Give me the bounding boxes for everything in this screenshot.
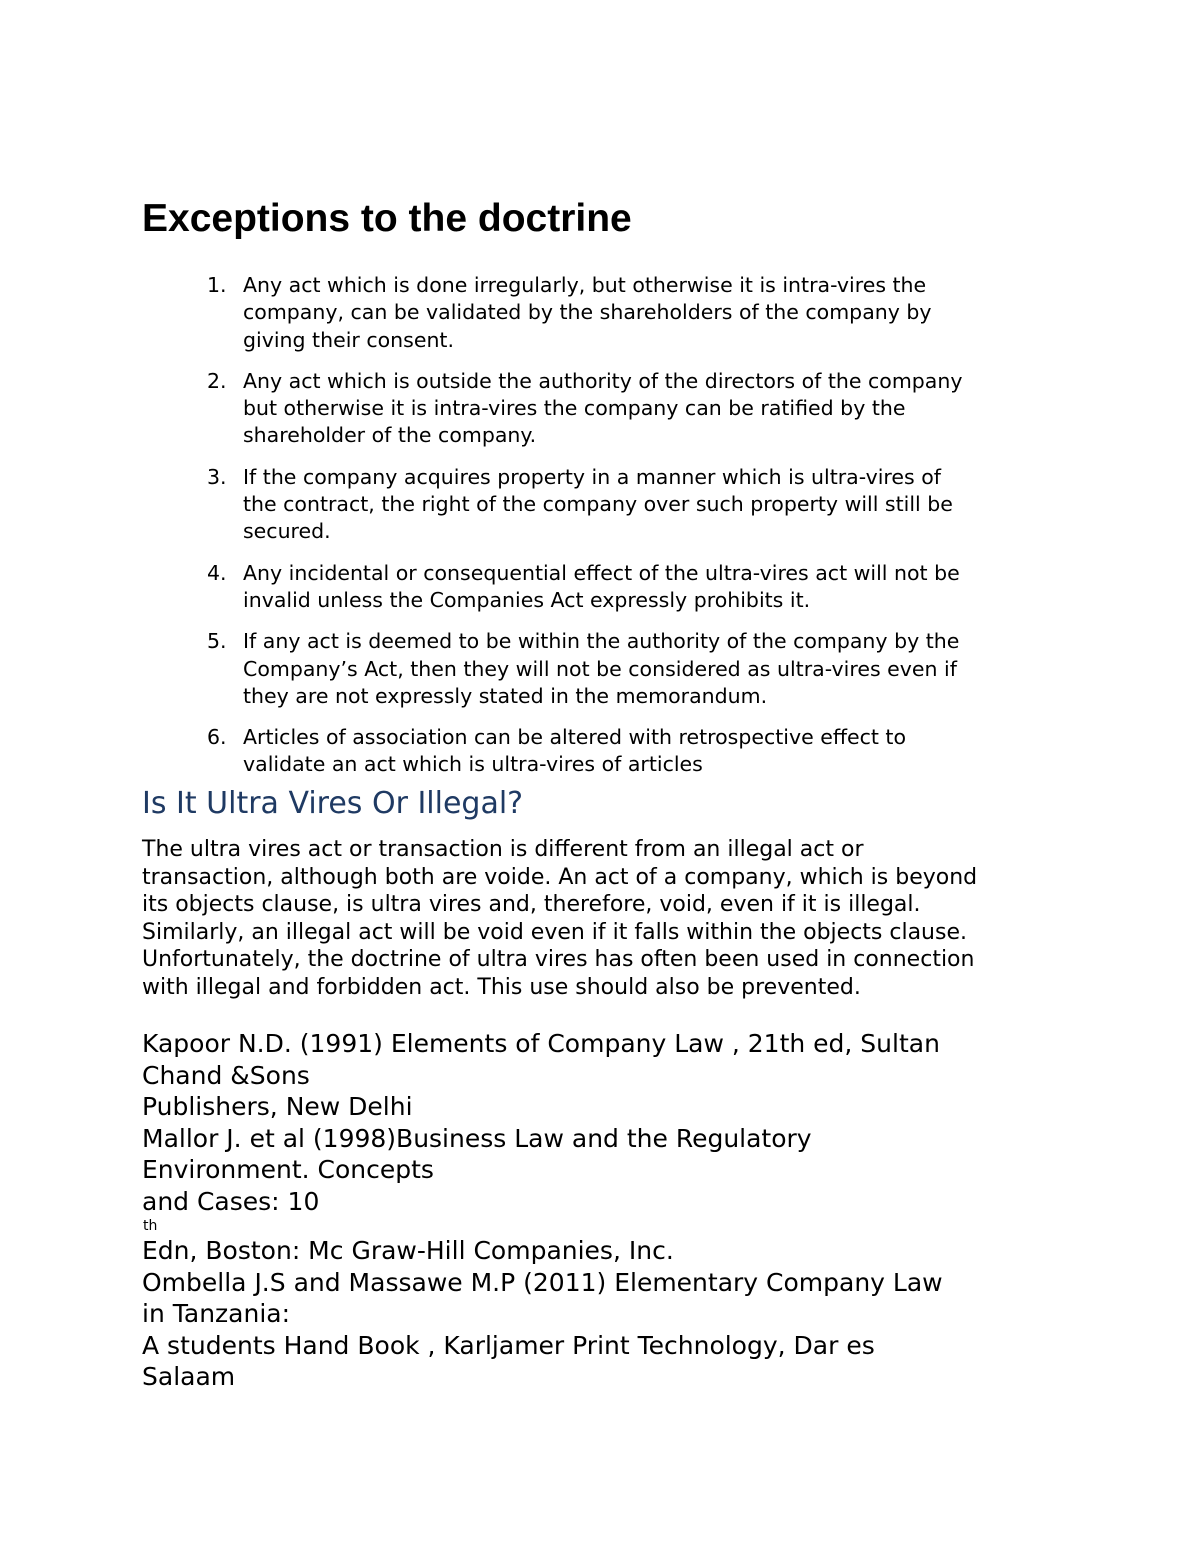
list-item-text-line: Any act which is outside the authority of the directors of the company	[243, 368, 963, 393]
list-item-text-line: invalid unless the Companies Act expressly prohibits it.	[243, 587, 811, 612]
reference-line: Salaam	[142, 1362, 236, 1391]
list-item-number: 2.	[207, 368, 227, 393]
list-item-number: 6.	[207, 725, 227, 750]
list-item	[142, 560, 1052, 615]
list-item	[142, 272, 1052, 354]
list-item-text-line: Any incidental or consequential effect of the ultra-vires act will not be	[243, 560, 960, 585]
paragraph-line: Unfortunately, the doctrine of ultra vires has often been used in connection	[142, 947, 975, 972]
list-item-text-line: Company’s Act, then they will not be considered as ultra-vires even if	[243, 656, 957, 681]
reference-line: and Cases: 10	[142, 1186, 320, 1216]
list-item-text-line: If any act is deemed to be within the authority of the company by the	[243, 629, 960, 654]
list-item-text-line: validate an act which is ultra-vires of articles	[243, 752, 703, 777]
heading-exceptions-to-the-doctrine: Exceptions to the doctrine	[142, 197, 632, 240]
list-item-text-line: Any act which is done irregularly, but otherwise it is intra-vires the	[243, 273, 927, 297]
list-item-number: 3.	[207, 464, 227, 489]
reference-line: A students Hand Book , Karljamer Print Technology, Dar es	[142, 1330, 875, 1360]
list-item-text-line: secured.	[243, 519, 331, 544]
reference-line: in Tanzania:	[142, 1299, 291, 1328]
reference-line: Edn, Boston: Mc Graw-Hill Companies, Inc.	[142, 1236, 674, 1265]
paragraph-line: Similarly, an illegal act will be void even if it falls within the objects clause.	[142, 919, 967, 945]
reference-line: Kapoor N.D. (1991) Elements of Company Law , 21th ed, Sultan	[142, 1029, 940, 1058]
list-item-text-line: Articles of association can be altered with retrospective effect to	[243, 725, 907, 750]
paragraph-line: transaction, although both are voide. An act of a company, which is beyond	[142, 864, 978, 890]
list-item	[142, 628, 1052, 710]
reference-line: Publishers, New Delhi	[142, 1092, 413, 1121]
list-item-text-line: but otherwise it is intra-vires the company can be ratified by the	[243, 396, 906, 421]
paragraph-line: with illegal and forbidden act. This use should also be prevented.	[142, 974, 861, 1000]
list-item	[142, 368, 1052, 450]
list-item-text-line: giving their consent.	[243, 327, 454, 352]
references-section	[142, 1028, 1042, 1393]
paragraph-line: its objects clause, is ultra vires and, therefore, void, even if it is illegal.	[142, 892, 921, 917]
reference-line: Chand &Sons	[142, 1060, 310, 1090]
heading-is-it-ultra-vires-or-illegal: Is It Ultra Vires Or Illegal?	[142, 786, 524, 821]
list-item	[142, 464, 1052, 546]
paragraph-line: The ultra vires act or transaction is different from an illegal act or	[142, 837, 864, 862]
reference-superscript: th	[143, 1218, 158, 1234]
list-item-text-line: shareholder of the company.	[243, 423, 537, 448]
ultra-vires-paragraph	[142, 836, 1042, 1001]
list-item	[142, 724, 1052, 779]
list-item-text-line: the contract, the right of the company over such property will still be	[243, 492, 953, 517]
reference-line: Mallor J. et al (1998)Business Law and the Regulatory	[142, 1123, 812, 1153]
exceptions-list	[142, 272, 1052, 779]
list-item-number: 4.	[207, 560, 227, 585]
list-item-text-line: they are not expressly stated in the memorandum.	[243, 683, 768, 708]
list-item-number: 1.	[207, 273, 227, 297]
reference-line: Ombella J.S and Massawe M.P (2011) Elementary Company Law	[142, 1267, 943, 1297]
reference-line: Environment. Concepts	[142, 1155, 434, 1184]
list-item-text-line: company, can be validated by the shareholders of the company by	[243, 300, 932, 325]
list-item-text-line: If the company acquires property in a manner which is ultra-vires of	[243, 464, 941, 489]
list-item-number: 5.	[207, 629, 227, 654]
